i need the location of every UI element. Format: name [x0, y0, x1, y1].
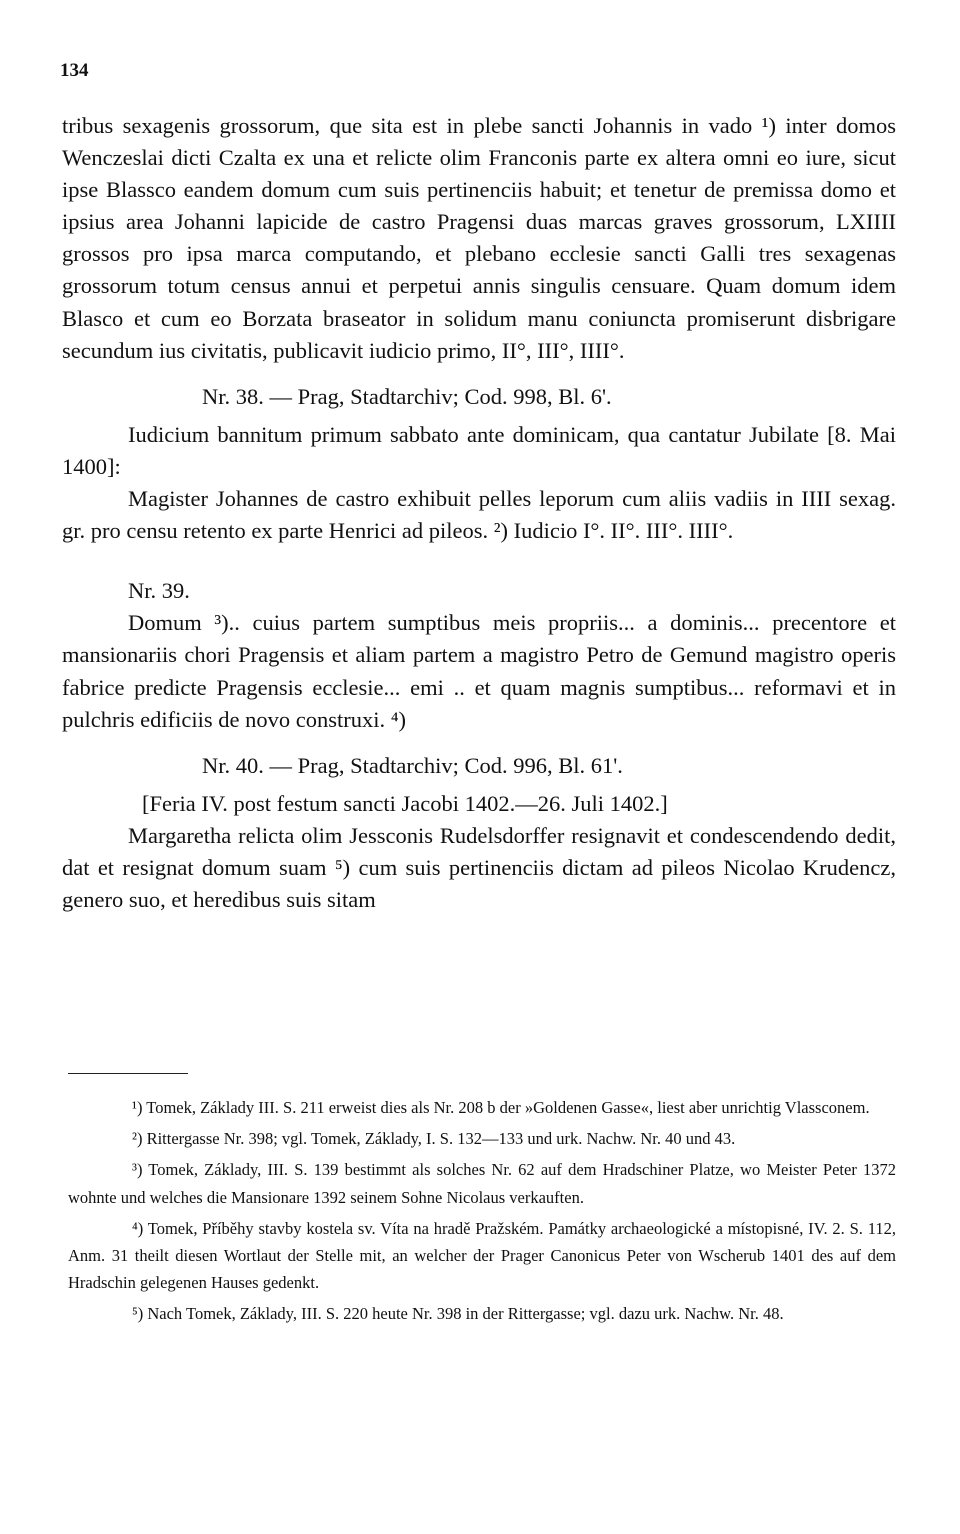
entry-40-text: Margaretha relicta olim Jessconis Rudelsdorffer resignavit et condescendendo dedit, dat et resignat domum suam ⁵) cum suis pertinenciis dictam ad pileos Nicolao Krudencz, genero suo, et heredibus suis sitam	[62, 822, 896, 913]
entry-38-heading: Nr. 38. — Prag, Stadtarchiv; Cod. 998, Bl. 6'.	[202, 383, 612, 409]
footnote: ¹) Tomek, Základy III. S. 211 erweist dies als Nr. 208 b der »Goldenen Gasse«, liest aber unrichtig Vlassconem.	[132, 1098, 870, 1117]
entry-39-text: Domum ³).. cuius partem sumptibus meis propriis... a dominis... precentore et mansionariis chori Pragensis et aliam partem a magistro Petro de Gemund magistro operis fabrice predicte Pragensis ecclesie... emi .. et quam magnis sumptibus... reformavi et in pulchris edificiis de novo construxi. ⁴)	[62, 610, 896, 732]
footnote: ³) Tomek, Základy, III. S. 139 bestimmt als solches Nr. 62 auf dem Hradschiner Platze, wo Meister Peter 1372 wohnte und welches die Mansionare 1392 seinem Sohne Nicolaus verkauften.	[68, 1160, 896, 1207]
footnote: ²) Rittergasse Nr. 398; vgl. Tomek, Základy, I. S. 132—133 und urk. Nachw. Nr. 40 und 43.	[132, 1129, 736, 1149]
entry-40-date: [Feria IV. post festum sancti Jacobi 1402.—26. Juli 1402.]	[142, 790, 668, 816]
entry-40-heading: Nr. 40. — Prag, Stadtarchiv; Cod. 996, Bl. 61'.	[202, 752, 623, 778]
footnotes	[68, 1094, 896, 1332]
entry-37-text: tribus sexagenis grossorum, que sita est in plebe sancti Johannis in vado ¹) inter domos Wenczeslai dicti Czalta ex una et relicte olim Franconis parte ex altera omni eo iure, sicut ipse Blassco eandem domum cum suis pertinenciis habuit; et tenetur de premissa domo et ipsius area Johanni lapicide de castro Pragensi duas marcas graves grossorum, LXIIII grossos pro ipsa marca computando, et plebano ecclesie sancti Galli tres sexagenas grossorum totum census annui et perpetui annis singulis censuare. Quam domum idem Blasco et cum eo Borzata braseator in solidum manu coniuncta promiserunt disbrigare secundum ius civitatis, publicavit iudicio primo, II°, III°, IIII°.	[62, 113, 896, 363]
entry-39-heading: Nr. 39.	[128, 578, 190, 604]
entry-38-paragraph: Iudicium bannitum primum sabbato ante dominicam, qua cantatur Jubilate [8. Mai 1400]:	[62, 421, 896, 479]
footnote: ⁵) Nach Tomek, Základy, III. S. 220 heute Nr. 398 in der Rittergasse; vgl. dazu urk. Nachw. Nr. 48.	[132, 1304, 784, 1324]
footnote: ⁴) Tomek, Příběhy stavby kostela sv. Víta na hradě Pražském. Památky archaeologické a místopisné, IV. 2. S. 112, Anm. 31 theilt diesen Wortlaut der Stelle mit, an welcher der Prager Canonicus Peter von Wscherub 1401 des auf dem Hradschin gelegenen Hauses gedenkt.	[68, 1218, 896, 1293]
entry-38-paragraph: Magister Johannes de castro exhibuit pelles leporum cum aliis vadiis in IIII sexag. gr. pro censu retento ex parte Henrici ad pileos. ²) Iudicio I°. II°. III°. IIII°.	[62, 486, 896, 544]
main-text	[62, 110, 896, 916]
page-number: 134	[60, 60, 89, 81]
footnote-separator	[68, 1073, 188, 1074]
